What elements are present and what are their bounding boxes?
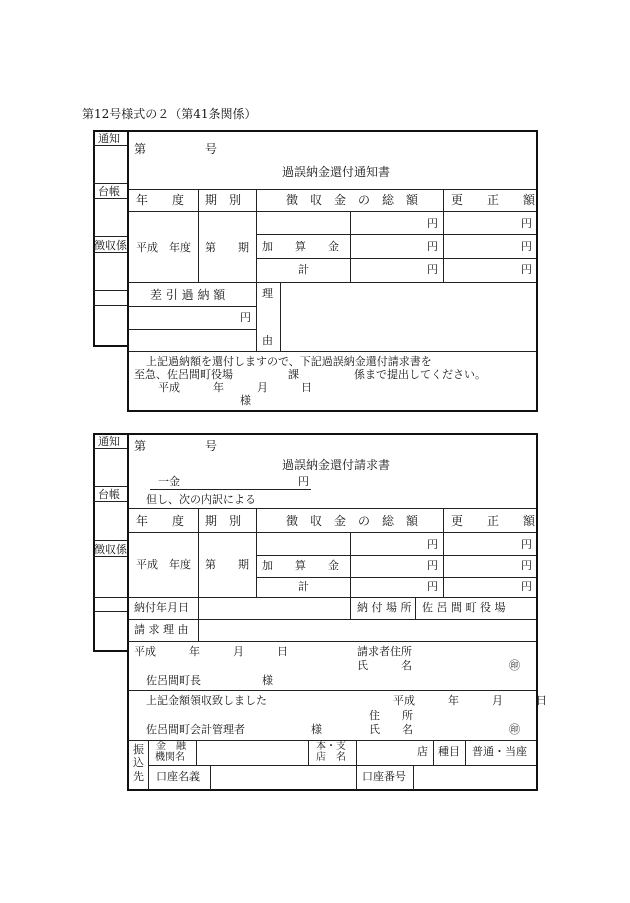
side-label-notice: 通知 — [98, 435, 120, 448]
furikomi-char-2: 込 — [133, 756, 144, 769]
shop-label: 店 — [417, 745, 428, 758]
yen-unit: 円 — [427, 240, 438, 253]
grid-line — [128, 532, 536, 533]
form2-main-left — [127, 433, 129, 791]
furikomi-char-1: 振 — [133, 743, 144, 756]
col-total: 徴 収 金 の 総 額 — [286, 514, 419, 528]
col-year: 年 度 — [136, 193, 185, 207]
grid-line — [128, 329, 256, 330]
additional-label: 加 算 金 — [262, 559, 339, 572]
side-label-notice: 通知 — [98, 132, 120, 145]
grid-line — [128, 641, 536, 642]
grid-line — [210, 765, 211, 790]
era-year: 平成 年度 — [136, 558, 191, 571]
grid-line — [256, 555, 536, 556]
form2-title: 過誤納金還付請求書 — [282, 458, 391, 472]
yen-unit: 円 — [521, 580, 532, 593]
side-label-collector: 徴収係 — [94, 543, 127, 556]
number-suffix: 号 — [205, 439, 218, 453]
notice-line-2: 至急、佐呂間町役場 課 係まで提出してください。 — [134, 368, 486, 381]
claimant-name-label: 氏 名 — [357, 659, 412, 672]
yen-unit: 円 — [521, 559, 532, 572]
received-label: 上記金額領収致しました — [146, 694, 267, 707]
side-label-ledger: 台帳 — [98, 488, 120, 501]
side-line — [93, 501, 127, 502]
yen-unit: 円 — [521, 240, 532, 253]
amount-underline — [150, 489, 311, 490]
grid-line — [356, 740, 357, 790]
yen-unit: 円 — [427, 538, 438, 551]
treasurer-label: 佐呂間町会計管理者 — [146, 723, 245, 736]
side-line — [93, 252, 127, 253]
yen-unit: 円 — [240, 311, 251, 324]
yen-unit: 円 — [427, 580, 438, 593]
grid-line — [433, 740, 434, 765]
col-correction: 更 正 額 — [451, 514, 536, 528]
side-line — [93, 290, 127, 291]
sama-label: 様 — [240, 394, 251, 407]
deducted-label: 差 引 過 納 額 — [150, 288, 226, 302]
grid-line — [350, 532, 351, 619]
number-prefix: 第 — [134, 142, 147, 156]
yen-unit: 円 — [521, 538, 532, 551]
grid-line — [148, 765, 536, 766]
account-number-label: 口座番号 — [362, 770, 406, 783]
notice-line-1: 上記過納額を還付しますので、下記過誤納金還付請求書を — [146, 355, 432, 368]
bank-label-1: 金 融 — [156, 741, 186, 752]
grid-line — [198, 508, 199, 641]
side-line — [93, 540, 127, 541]
number-suffix: 号 — [205, 142, 218, 156]
grid-line — [196, 740, 197, 765]
grid-line — [128, 619, 536, 620]
col-correction: 更 正 額 — [451, 193, 536, 207]
side-line — [93, 486, 127, 487]
grid-line — [128, 189, 536, 190]
side-label-collector: 徴収係 — [94, 239, 127, 252]
grid-line — [308, 740, 309, 765]
side-line — [93, 183, 127, 184]
side-line — [93, 611, 127, 612]
form2-bottom-border — [127, 789, 538, 791]
form2-side-bottom — [93, 650, 129, 652]
grid-line — [128, 597, 536, 598]
grid-line — [128, 508, 536, 509]
grid-line — [256, 577, 536, 578]
col-period: 期 別 — [205, 193, 242, 207]
side-line — [93, 305, 127, 306]
yen-unit: 円 — [521, 263, 532, 276]
sama-label: 様 — [262, 674, 273, 687]
name-label: 氏 名 — [369, 723, 413, 736]
era-year: 平成 年度 — [136, 241, 191, 254]
grid-line — [128, 211, 536, 212]
period-value: 第 期 — [205, 241, 249, 254]
form-number-heading: 第12号様式の２（第41条関係） — [82, 107, 257, 121]
grid-line — [443, 189, 444, 282]
mayor-label: 佐呂間町長 — [146, 674, 201, 687]
number-prefix: 第 — [134, 439, 147, 453]
col-year: 年 度 — [136, 514, 185, 528]
form1-right-border — [536, 130, 538, 412]
side-line — [93, 236, 127, 237]
seal-mark: ㊞ — [509, 723, 520, 736]
form1-main-left — [127, 130, 129, 412]
account-name-label: 口座名義 — [156, 770, 200, 783]
reason-char-2: 由 — [262, 334, 273, 347]
form1-bottom-border — [127, 410, 538, 412]
grid-line — [350, 211, 351, 282]
grid-line — [128, 690, 536, 691]
yen-unit: 円 — [427, 263, 438, 276]
period-value: 第 期 — [205, 558, 249, 571]
pay-place-value: 佐 呂 間 町 役 場 — [422, 601, 506, 614]
sama-label: 様 — [311, 723, 322, 736]
yen-unit: 円 — [427, 559, 438, 572]
grid-line — [148, 740, 149, 790]
yen-unit: 円 — [298, 475, 309, 488]
furikomi-char-3: 先 — [133, 770, 144, 783]
branch-label-2: 店 名 — [316, 752, 346, 763]
date-line: 平成 年 月 日 — [158, 381, 312, 394]
form1-side-bottom — [93, 345, 129, 347]
additional-label: 加 算 金 — [262, 240, 339, 253]
side-label-ledger: 台帳 — [98, 185, 120, 198]
address-label: 住 所 — [369, 709, 413, 722]
grid-line — [415, 597, 416, 619]
form1-title: 過誤納金還付通知書 — [282, 165, 391, 179]
tadashi-label: 但し、次の内訳による — [146, 493, 256, 506]
reason-char-1: 理 — [262, 287, 273, 300]
grid-line — [256, 189, 257, 351]
grid-line — [128, 351, 536, 352]
grid-line — [256, 508, 257, 597]
grid-line — [413, 765, 414, 790]
grid-line — [256, 258, 536, 259]
side-line — [93, 145, 127, 146]
sum-label: 計 — [298, 580, 309, 593]
pay-date-label: 納付年月日 — [134, 601, 189, 614]
reason-label: 請 求 理 由 — [134, 623, 189, 636]
branch-label-1: 本・支 — [316, 741, 346, 752]
grid-line — [465, 740, 466, 765]
side-line — [93, 556, 127, 557]
seal-mark: ㊞ — [509, 659, 520, 672]
claim-date: 平成 年 月 日 — [134, 645, 288, 658]
grid-line — [128, 306, 256, 307]
form1-top-border — [93, 130, 536, 132]
claimant-address-label: 請求者住所 — [357, 645, 412, 658]
side-line — [93, 597, 127, 598]
sum-label: 計 — [298, 263, 309, 276]
grid-line — [198, 189, 199, 282]
bank-label-2: 機関名 — [155, 752, 185, 763]
grid-line — [128, 282, 536, 283]
pay-place-label: 納 付 場 所 — [357, 601, 412, 614]
yen-unit: 円 — [427, 217, 438, 230]
receipt-date: 平成 年 月 日 — [393, 694, 547, 707]
yen-unit: 円 — [521, 217, 532, 230]
kind-value: 普通・当座 — [472, 745, 527, 758]
form2-right-border — [536, 433, 538, 791]
kind-label: 種目 — [438, 745, 460, 758]
side-line — [93, 448, 127, 449]
ikkin-label: 一金 — [158, 475, 180, 488]
side-line — [93, 198, 127, 199]
grid-line — [256, 234, 536, 235]
form2-top-border — [93, 433, 536, 435]
grid-line — [443, 508, 444, 597]
col-total: 徴 収 金 の 総 額 — [286, 193, 419, 207]
col-period: 期 別 — [205, 514, 242, 528]
grid-line — [280, 282, 281, 351]
